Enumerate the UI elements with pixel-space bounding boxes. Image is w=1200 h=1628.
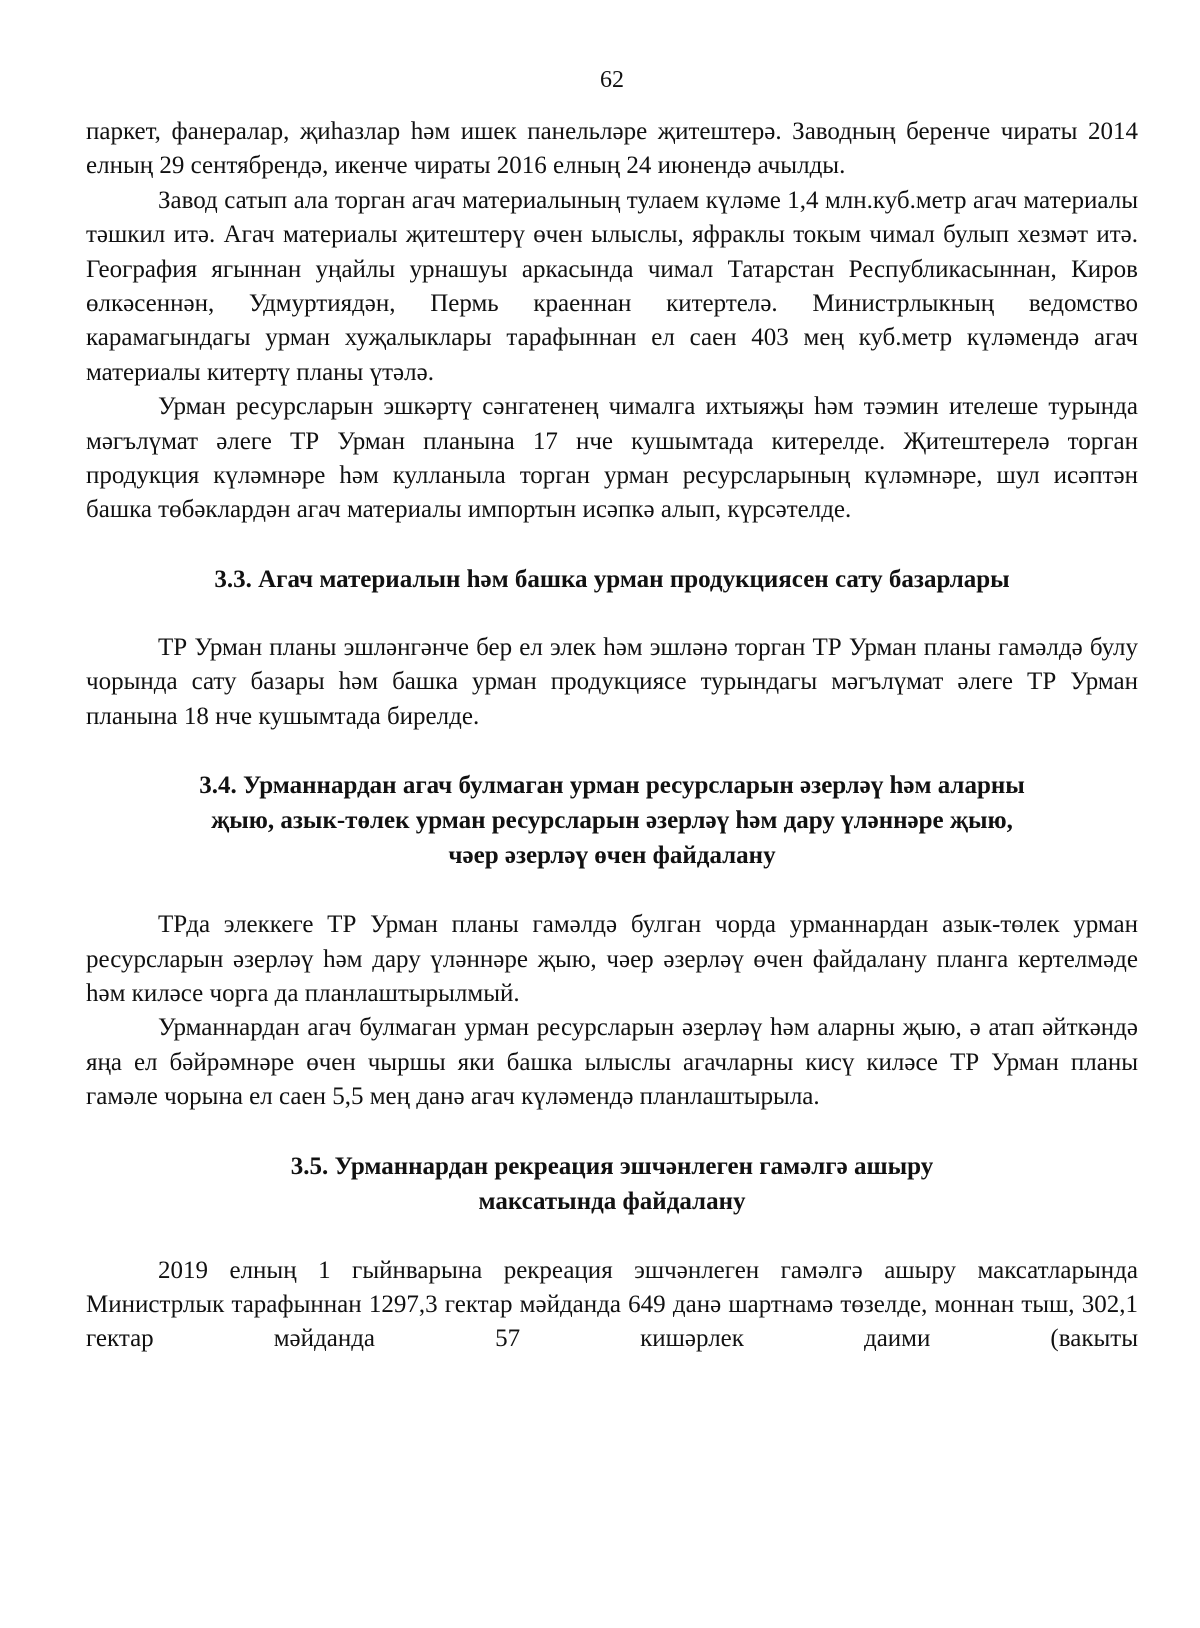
paragraph-non-timber-resources: Урманнардан агач булмаган урман ресурсларын әзерләү һәм аларны җыю, ә атап әйткәндә яңа ел бәйрәмнәре өчен чыршы яки башка ылыслы агачларны кисү киләсе ТР Урман планы гамәле чорына ел саен 5,5 мең данә агач күләмендә планлаштырыла. <box>86 1014 1138 1111</box>
page-number: 62 <box>600 67 624 93</box>
spacer <box>86 1115 1138 1149</box>
paragraph-continuation: паркет, фанералар, җиһазлар һәм ишек панельләре җитештерә. Заводның беренче чираты 2014 елның 29 сентябрендә, икенче чираты 2016 елның 24 июнендә ачылды. <box>86 118 1138 180</box>
section-heading-3-4 <box>86 768 1138 873</box>
heading-line: җыю, азык-төлек урман ресурсларын әзерләү һәм дару үләннәре җыю, <box>211 807 1013 835</box>
paragraph-recreation: 2019 елның 1 гыйнварына рекреация эшчәнлеген гамәлгә ашыру максатларында Министрлык тарафыннан 1297,3 гектар мәйданда 649 данә шартнамә төзелде, моннан тыш, 302,1 гектар мәйданда 57 кишәрлек даими (вакыты <box>86 1256 1138 1353</box>
page-content <box>86 115 1138 1357</box>
heading-line: максатында файдалану <box>478 1187 746 1215</box>
paragraph-sales-markets: ТР Урман планы эшләнгәнче бер ел элек һәм эшләнә торган ТР Урман планы гамәлдә булу чорында сату базары һәм башка урман продукциясе турындагы мәгълүмат әлеге ТР Урман планына 18 нче кушымтада бирелде. <box>86 633 1138 730</box>
heading-line: чәер әзерләү өчен файдалану <box>448 842 776 870</box>
paragraph-factory-materials: Завод сатып ала торган агач материалының тулаем күләме 1,4 млн.куб.метр агач материалы тәшкил итә. Агач материалы җитештерү өчен ылыслы, яфраклы токым чимал булып хезмәт итә. География ягыннан уңайлы урнашуы аркасында чимал Татарстан Республикасыннан, Киров өлкәсеннән, Удмуртиядән, Пермь краеннан китертелә. Министрлыкның ведомство карамагындагы урман хуҗалыклары тарафыннан ел саен 403 мең куб.метр күләмендә агач материалы китертү планы үтәлә. <box>86 186 1138 386</box>
spacer <box>86 734 1138 768</box>
spacer <box>86 873 1138 908</box>
spacer <box>86 528 1138 562</box>
paragraph-food-resources: ТРда элеккеге ТР Урман планы гамәлдә булган чорда урманнардан азык-төлек урман ресурсларын әзерләү һәм дару үләннәре җыю, чәер әзерләү өчен файдалану планга кертелмәде һәм киләсе чорга да планлаштырылмый. <box>86 911 1138 1007</box>
spacer <box>86 597 1138 631</box>
section-heading-3-5 <box>86 1149 1138 1219</box>
heading-line: 3.4. Урманнардан агач булмаган урман ресурсларын әзерләү һәм аларны <box>199 772 1025 800</box>
paragraph-resource-info: Урман ресурсларын эшкәртү сәнгатенең чималга ихтыяҗы һәм тәэмин ителеше турында мәгълүмат әлеге ТР Урман планына 17 нче кушымтада китерелде. Җитештерелә торган продукция күләмнәре һәм кулланыла торган урман ресурсларының күләмнәре, шул исәптән башка төбәклардән агач материалы импортын исәпкә алып, күрсәтелде. <box>86 393 1138 524</box>
section-heading-3-3: 3.3. Агач материалын һәм башка урман продукциясен сату базарлары <box>214 565 1010 593</box>
spacer <box>86 1219 1138 1254</box>
heading-line: 3.5. Урманнардан рекреация эшчәнлеген гамәлгә ашыру <box>290 1152 934 1180</box>
document-page <box>86 0 1138 1628</box>
